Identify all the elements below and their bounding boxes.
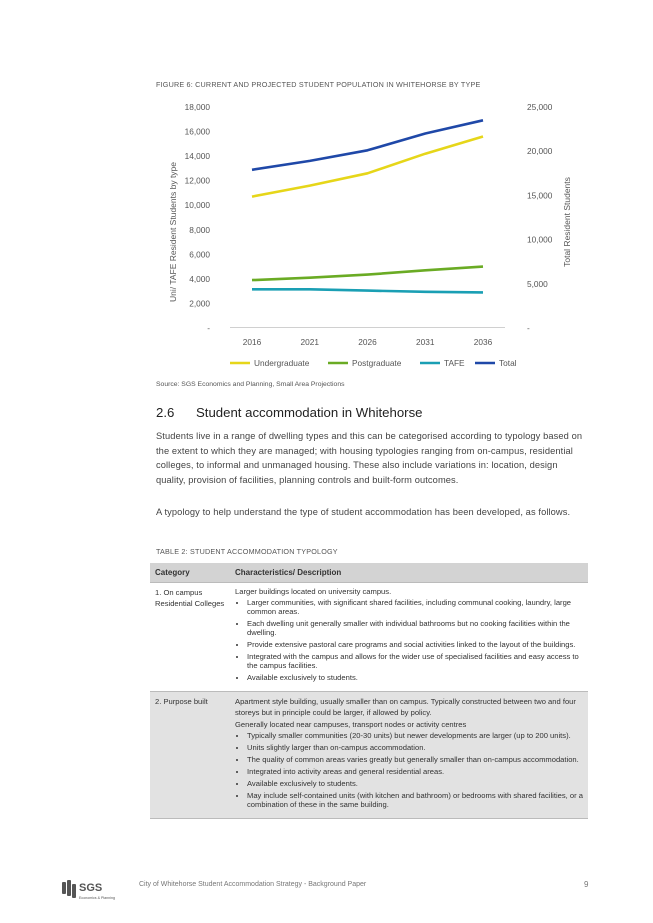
left-axis-label: Uni/ TAFE Resident Students by type <box>168 161 178 303</box>
left-tick-label: 16,000 <box>184 126 210 137</box>
series-line-undergraduate <box>252 137 483 197</box>
row-intro: Larger buildings located on university campus. <box>235 587 392 596</box>
series-line-total <box>252 120 483 170</box>
series-line-tafe <box>252 289 483 292</box>
right-tick-label: 20,000 <box>527 146 553 157</box>
section-heading <box>156 405 423 420</box>
bullet-list <box>235 731 583 809</box>
right-tick-label: 10,000 <box>527 234 553 245</box>
left-tick-label: 2,000 <box>189 298 210 309</box>
left-tick-label: 18,000 <box>184 102 210 112</box>
figure-source: Source: SGS Economics and Planning, Small Area Projections <box>156 381 345 388</box>
x-axis-ticks <box>243 337 493 347</box>
list-item: • May include self-contained units (with kitchen and bathroom) or bedrooms with shared facilities, or a combination of these in the same building. <box>247 791 583 809</box>
sgs-logo <box>62 878 122 902</box>
list-item: • Each dwelling unit generally smaller with individual bathrooms but no cooking facilities within the dwelling. <box>247 619 583 637</box>
row-description <box>230 583 588 692</box>
legend-label: Undergraduate <box>254 358 310 368</box>
table-row <box>150 583 588 692</box>
legend-label: Total <box>499 358 517 368</box>
list-item: • Available exclusively to students. <box>247 673 583 682</box>
student-population-chart <box>150 92 570 377</box>
sgs-logo-text: SGS <box>79 882 103 894</box>
list-item: • Typically smaller communities (20-30 units) but newer developments are larger (up to 200 units). <box>247 731 583 740</box>
left-tick-label: 14,000 <box>184 151 210 162</box>
left-tick-label: 6,000 <box>189 249 210 260</box>
list-item: • Units slightly larger than on-campus accommodation. <box>247 743 583 752</box>
list-item: • Available exclusively to students. <box>247 779 583 788</box>
section-number: 2.6 <box>156 405 175 420</box>
right-axis-ticks <box>527 102 553 333</box>
right-tick-label: 25,000 <box>527 102 553 112</box>
right-tick-label: - <box>527 323 530 333</box>
x-tick-label: 2036 <box>473 337 493 347</box>
table-header-row <box>150 563 588 583</box>
right-axis-label: Total Resident Students <box>562 177 572 267</box>
footer-title: City of Whitehorse Student Accommodation Strategy - Background Paper <box>139 881 367 888</box>
sgs-logo-mark <box>62 880 76 898</box>
left-tick-label: 10,000 <box>184 200 210 211</box>
page-number: 9 <box>584 880 589 889</box>
left-tick-label: 4,000 <box>189 273 210 284</box>
table-row <box>150 692 588 819</box>
left-tick-label: - <box>207 323 210 333</box>
row-description <box>230 692 588 819</box>
legend-label: TAFE <box>444 358 465 368</box>
table-caption: TABLE 2: STUDENT ACCOMMODATION TYPOLOGY <box>156 547 338 556</box>
left-tick-label: 12,000 <box>184 175 210 186</box>
section-paragraph-1: Students live in a range of dwelling types and this can be categorised according to typology based on the extent to which they are managed; with housing typologies ranging from on-campus, residential colleges, to informal and unmanaged housing. These also include variations in: location, design quality, provision of facilities, planning controls and built-form outcomes. <box>156 431 583 485</box>
row-intro-2: Generally located near campuses, transport nodes or activity centres <box>235 720 467 729</box>
series-line-postgraduate <box>252 267 483 281</box>
figure-caption: FIGURE 6: CURRENT AND PROJECTED STUDENT POPULATION IN WHITEHORSE BY TYPE <box>156 80 481 89</box>
section-paragraph-2: A typology to help understand the type of student accommodation has been developed, as follows. <box>156 507 571 517</box>
x-tick-label: 2026 <box>358 337 377 347</box>
right-tick-label: 15,000 <box>527 190 553 201</box>
sgs-logo-subtitle: Economics & Planning <box>79 896 115 900</box>
row-category: 2. Purpose built <box>150 692 230 819</box>
left-tick-label: 8,000 <box>189 224 210 235</box>
right-tick-label: 5,000 <box>527 278 548 289</box>
header-description: Characteristics/ Description <box>230 563 588 583</box>
bullet-list <box>235 598 583 682</box>
typology-table <box>150 563 588 819</box>
chart-legend <box>230 358 517 368</box>
list-item: • Integrated with the campus and allows for the wider use of specialised facilities and easy access to the campus facilities. <box>247 652 583 670</box>
series-lines <box>252 120 483 292</box>
row-category: 1. On campus Residential Colleges <box>150 583 230 692</box>
x-tick-label: 2021 <box>300 337 319 347</box>
list-item: • Integrated into activity areas and general residential areas. <box>247 767 583 776</box>
header-category: Category <box>150 563 230 583</box>
x-tick-label: 2031 <box>416 337 435 347</box>
list-item: • The quality of common areas varies greatly but generally smaller than on-campus accommodation. <box>247 755 583 764</box>
legend-label: Postgraduate <box>352 358 402 368</box>
left-axis-ticks <box>185 102 211 333</box>
list-item: • Larger communities, with significant shared facilities, including communal cooking, laundry, large common areas. <box>247 598 583 616</box>
row-intro: Apartment style building, usually smaller than on campus. Typically constructed between two and four storeys but in principle could be larger, if allowed by policy. <box>235 697 576 717</box>
x-tick-label: 2016 <box>242 337 262 347</box>
section-title: Student accommodation in Whitehorse <box>196 405 423 420</box>
list-item: • Provide extensive pastoral care programs and social activities linked to the layout of the buildings. <box>247 640 583 649</box>
